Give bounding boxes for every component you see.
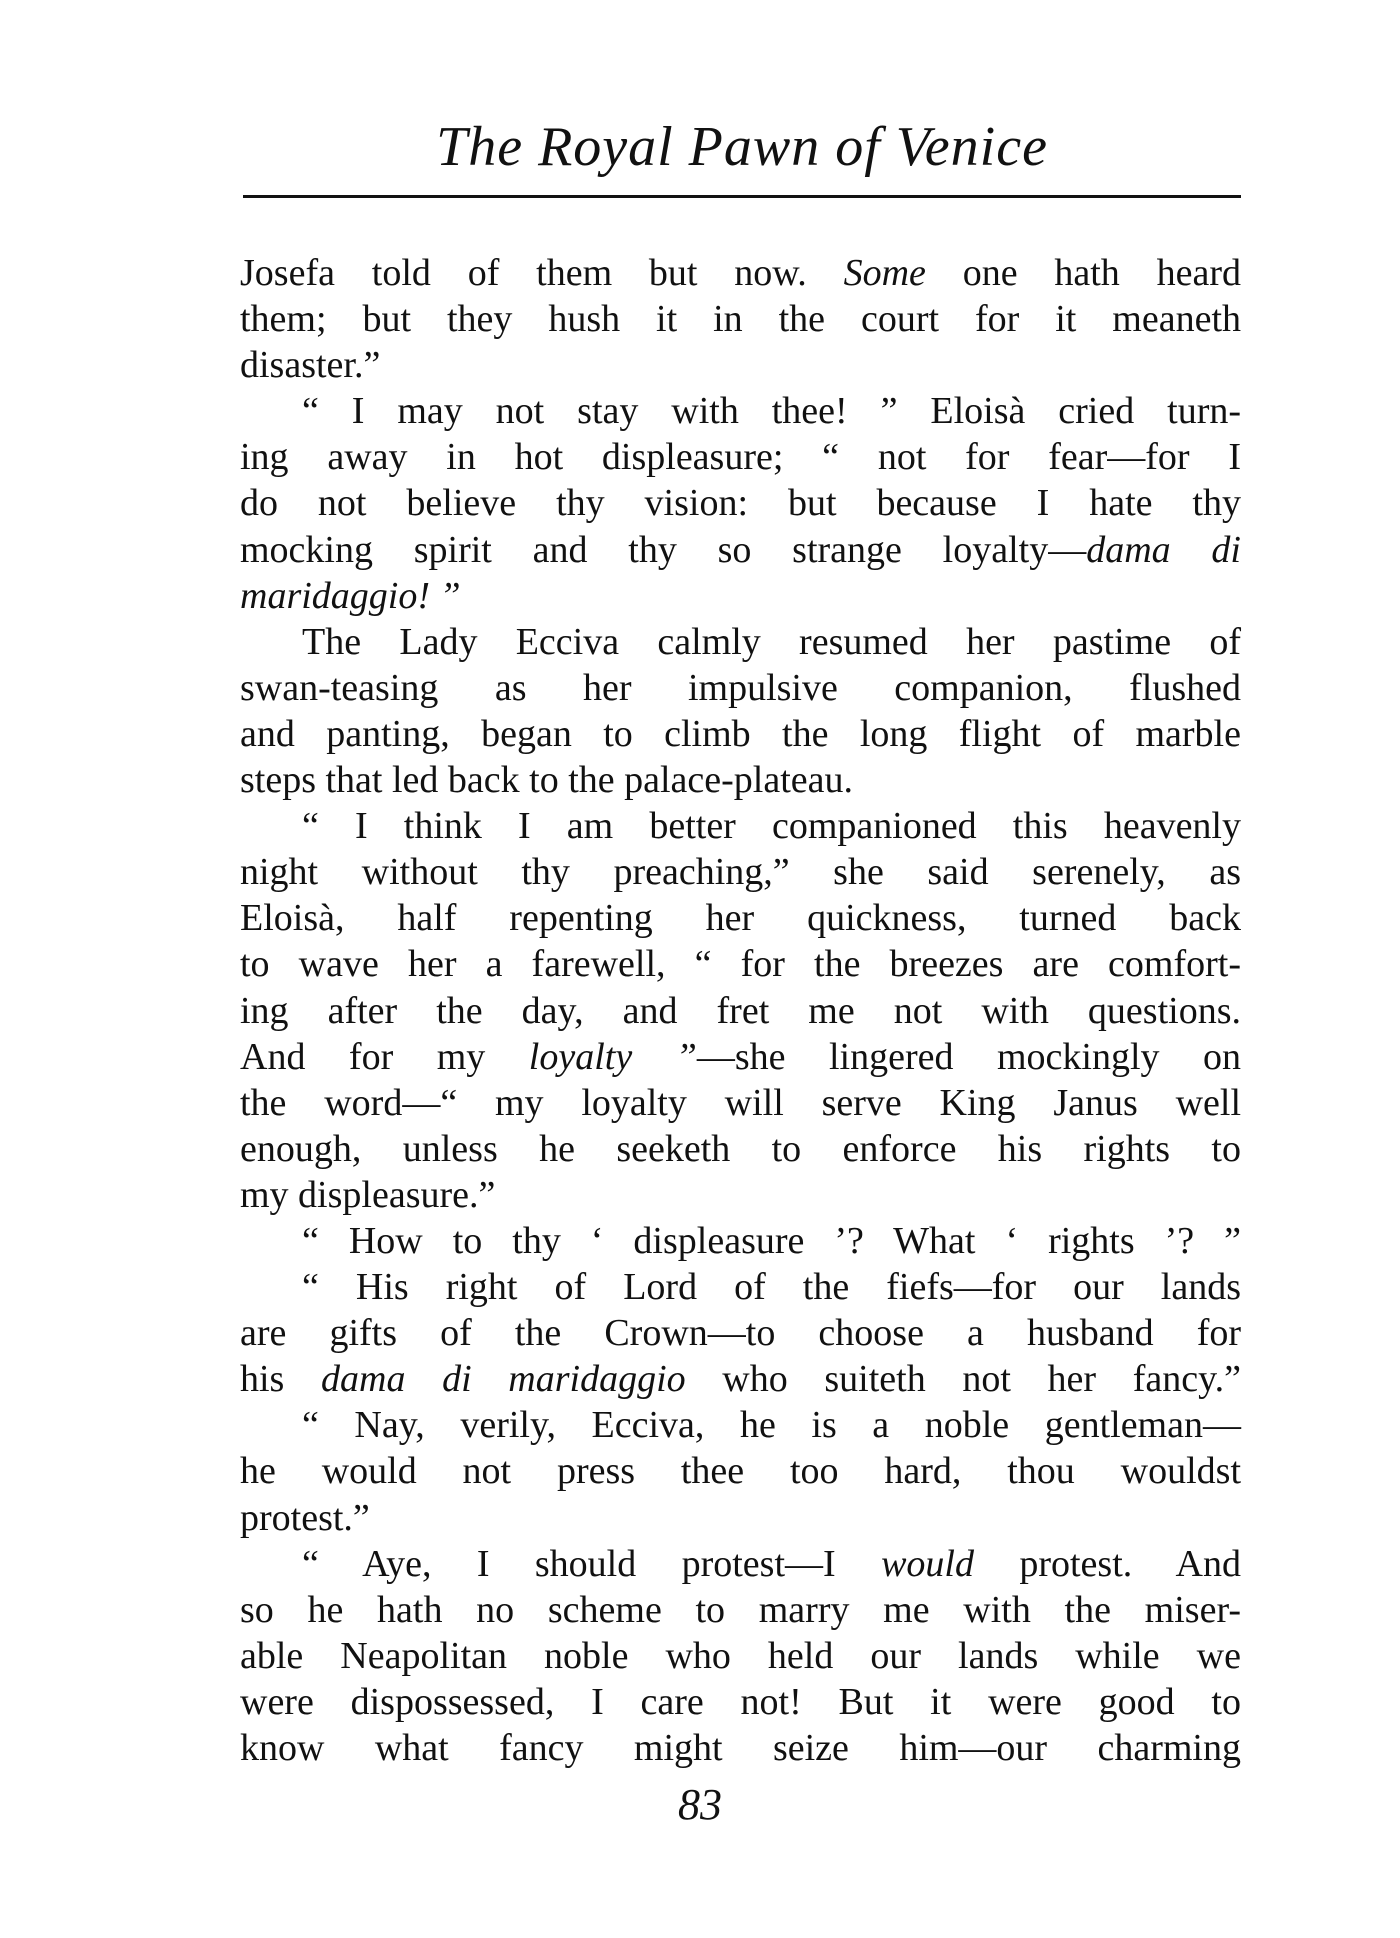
text-line bbox=[240, 434, 1241, 480]
text-line bbox=[240, 342, 1241, 388]
text-line bbox=[240, 250, 1241, 296]
text-segment: ing after the day, and fret me not with questions. bbox=[240, 989, 1241, 1032]
text-segment: “ Nay, verily, Ecciva, he is a noble gentleman— bbox=[302, 1404, 1241, 1447]
text-segment: steps that led back to the palace-plateau. bbox=[240, 759, 854, 802]
text-line bbox=[240, 849, 1241, 895]
text-segment: Eloisà, half repenting her quickness, turned back bbox=[240, 897, 1241, 940]
text-segment: “ I think I am better companioned this heavenly bbox=[302, 805, 1241, 848]
text-line bbox=[240, 1218, 1241, 1264]
text-segment: to wave her a farewell, “ for the breezes are comfort- bbox=[240, 943, 1241, 986]
text-segment: know what fancy might seize him—our charming bbox=[240, 1727, 1241, 1769]
text-line bbox=[240, 296, 1241, 342]
text-line bbox=[240, 1126, 1241, 1172]
text-segment: the word—“ my loyalty will serve King Janus well bbox=[240, 1081, 1241, 1124]
page-number: 83 bbox=[678, 1780, 722, 1829]
text-line bbox=[240, 1080, 1241, 1126]
text-segment: And for my bbox=[240, 1035, 529, 1078]
text-segment: who suiteth not her fancy.” bbox=[685, 1358, 1241, 1401]
body-text bbox=[240, 250, 1241, 1771]
text-segment: them; but they hush it in the court for it meaneth bbox=[240, 298, 1241, 341]
text-line bbox=[240, 1172, 1241, 1218]
text-segment: “ His right of Lord of the fiefs—for our lands bbox=[302, 1266, 1241, 1309]
text-line bbox=[240, 1264, 1241, 1310]
text-line bbox=[240, 895, 1241, 941]
text-line bbox=[240, 619, 1241, 665]
text-segment: so he hath no scheme to marry me with the miser- bbox=[240, 1588, 1241, 1631]
italic-text: would bbox=[881, 1542, 974, 1585]
text-line bbox=[240, 1679, 1241, 1725]
text-segment: disaster.” bbox=[240, 344, 381, 387]
text-segment: Josefa told of them but now. bbox=[240, 252, 844, 294]
text-segment: were dispossessed, I care not! But it were good to bbox=[240, 1680, 1241, 1723]
text-line bbox=[240, 573, 1241, 619]
text-segment: do not believe thy vision: but because I hate thy bbox=[240, 482, 1241, 525]
text-line bbox=[240, 1034, 1241, 1080]
italic-text: dama di maridaggio bbox=[321, 1358, 686, 1401]
text-line bbox=[240, 1633, 1241, 1679]
text-segment: “ How to thy ‘ displeasure ’? What ‘ rights ’? ” bbox=[302, 1219, 1241, 1262]
text-line bbox=[240, 480, 1241, 526]
text-line bbox=[240, 1356, 1241, 1402]
text-segment: ing away in hot displeasure; “ not for fear—for I bbox=[240, 436, 1241, 479]
text-segment: are gifts of the Crown—to choose a husband for bbox=[240, 1312, 1241, 1355]
text-segment: my displeasure.” bbox=[240, 1173, 496, 1216]
italic-text: loyalty ” bbox=[528, 1035, 697, 1078]
text-line bbox=[240, 1587, 1241, 1633]
text-segment: protest.” bbox=[240, 1496, 370, 1539]
text-segment: and panting, began to climb the long flight of marble bbox=[240, 712, 1241, 755]
text-line bbox=[240, 803, 1241, 849]
text-segment: swan-teasing as her impulsive companion, flushed bbox=[240, 666, 1241, 709]
text-segment: enough, unless he seeketh to enforce his rights to bbox=[240, 1127, 1241, 1170]
italic-text: maridaggio! ” bbox=[240, 574, 461, 617]
text-line bbox=[240, 388, 1241, 434]
text-line bbox=[240, 1448, 1241, 1494]
text-line bbox=[240, 527, 1241, 573]
text-line bbox=[240, 1495, 1241, 1541]
text-line bbox=[240, 1402, 1241, 1448]
text-line bbox=[240, 1310, 1241, 1356]
text-segment: protest. And bbox=[973, 1542, 1241, 1585]
text-line bbox=[240, 941, 1241, 987]
text-line bbox=[240, 665, 1241, 711]
running-head-title: The Royal Pawn of Venice bbox=[436, 116, 1048, 178]
text-line bbox=[240, 757, 1241, 803]
text-segment: one hath heard bbox=[925, 252, 1241, 294]
text-segment: night without thy preaching,” she said serenely, as bbox=[240, 851, 1241, 894]
text-segment: his bbox=[240, 1358, 321, 1401]
text-line bbox=[240, 711, 1241, 757]
text-segment: he would not press thee too hard, thou wouldst bbox=[240, 1450, 1241, 1493]
text-segment: “ Aye, I should protest—I bbox=[302, 1542, 882, 1585]
text-line bbox=[240, 1725, 1241, 1771]
text-segment: “ I may not stay with thee! ” Eloisà cried turn- bbox=[302, 390, 1241, 433]
header-rule bbox=[243, 195, 1241, 198]
text-segment: The Lady Ecciva calmly resumed her pastime of bbox=[302, 620, 1241, 663]
text-line bbox=[240, 1541, 1241, 1587]
text-line bbox=[240, 988, 1241, 1034]
text-segment: mocking spirit and thy so strange loyalty— bbox=[240, 528, 1087, 571]
text-segment: —she lingered mockingly on bbox=[696, 1035, 1241, 1078]
italic-text: Some bbox=[843, 252, 926, 294]
italic-text: dama di bbox=[1086, 528, 1241, 571]
text-segment: able Neapolitan noble who held our lands while we bbox=[240, 1634, 1241, 1677]
